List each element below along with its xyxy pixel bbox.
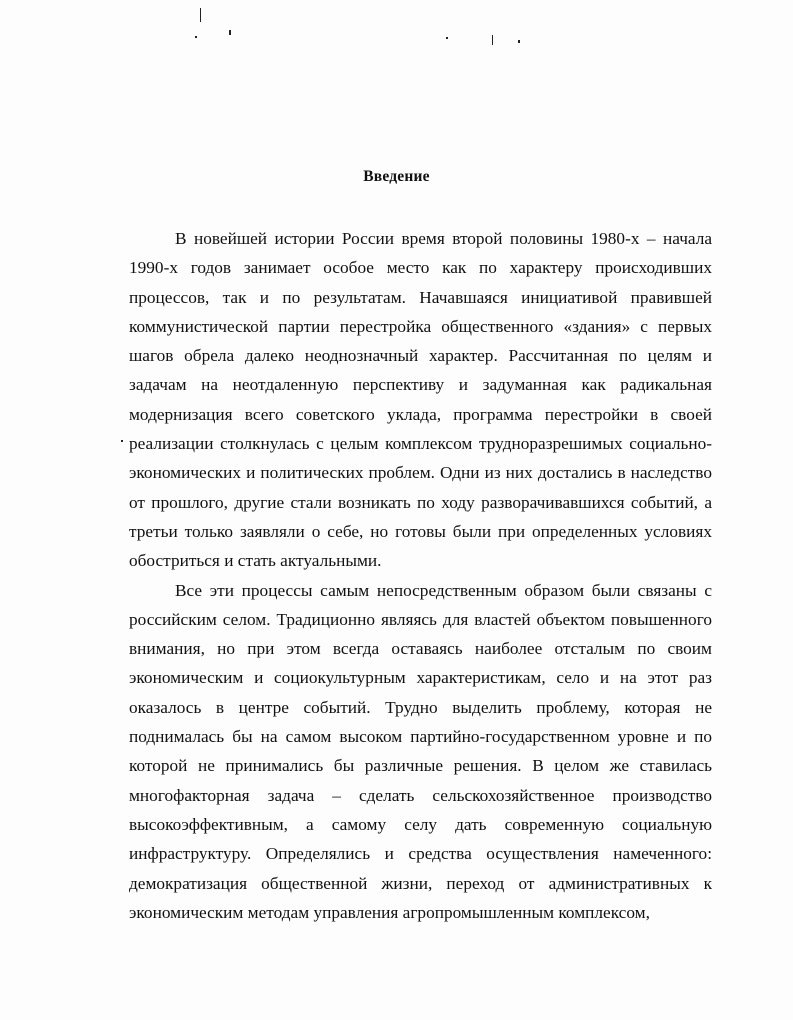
scan-speck (200, 8, 201, 22)
scan-speck (229, 30, 231, 35)
scan-speck (195, 36, 197, 38)
paragraph: Все эти процессы самым непосредственным образом были связаны с российским селом. Традиционно являясь для властей объектом повышенного внимания, но при этом всегда оставаясь наиболее отсталым по своим экономическим и социокультурным характеристикам, село и на этот раз оказалось в центре событий. Трудно выделить проблему, которая не поднималась бы на самом высоком партийно-государственном уровне и по которой не принимались бы различные решения. В целом же ставилась многофакторная задача – сделать сельскохозяйственное производство высокоэффективным, а самому селу дать современную социальную инфраструктуру. Определялись и средства осуществления намеченного: демократизация общественной жизни, переход от административных к экономическим методам управления агропромышленным комплексом, (129, 580, 712, 922)
scan-speck (492, 35, 493, 45)
document-body (129, 224, 712, 927)
paragraph: В новейшей истории России время второй половины 1980-х – начала 1990-х годов занимает особое место как по характеру происходивших процессов, так и по результатам. Начавшаяся инициативой правившей коммунистической партии перестройка общественного «здания» с первых шагов обрела далеко неоднозначный характер. Рассчитанная по целям и задачам на неотдаленную перспективу и задуманная как радикальная модернизация всего советского уклада, программа перестройки в своей реализации столкнулась с целым комплексом трудноразрешимых социально-экономических и политических проблем. Одни из них достались в наследство от прошлого, другие стали возникать по ходу разворачивавшихся событий, а третьи только заявляли о себе, но готовы были при определенных условиях обостриться и стать актуальными. (129, 229, 712, 571)
scan-speck (446, 37, 448, 39)
scan-speck (518, 40, 520, 43)
scan-speck (121, 440, 123, 442)
page-title: Введение (363, 168, 430, 185)
